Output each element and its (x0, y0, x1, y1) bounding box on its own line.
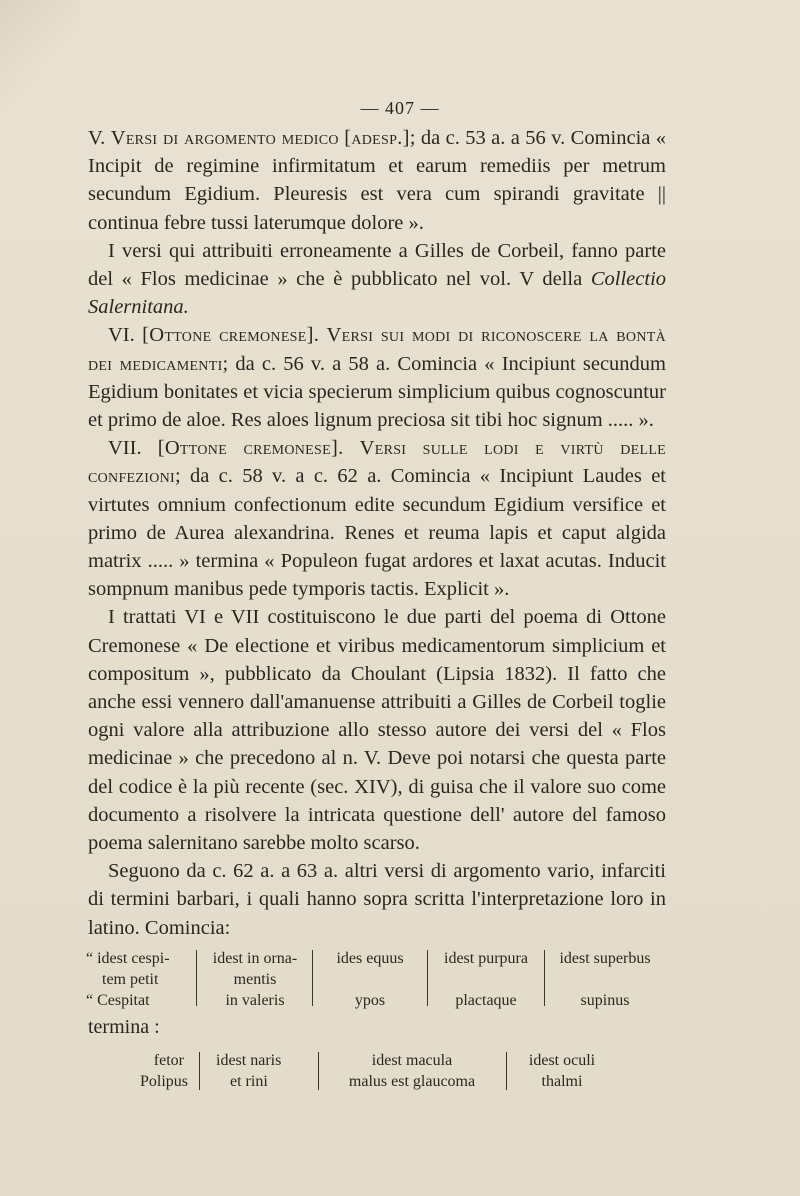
section-vii-rest: ; da c. 58 v. a c. 62 a. Comincia « Incipiunt Laudes et virtutes omnium confectionum edite secundum Egidium versifice et primo de Aurea alexandrina. Renes et reuma lapis et caput algida matrix ..... » termina « Populeon fugat ardores et laxat acutas. Inducit sompnum manibus pede tymporis tactis. Explicit ». (88, 465, 666, 601)
table2-col3 (322, 1050, 502, 1092)
table2-col4-line2: thalmi (541, 1073, 583, 1090)
table2-col1 (116, 1050, 192, 1092)
table1-col3 (316, 948, 424, 1011)
section-vii-number: VII. (108, 437, 142, 460)
section-vii-bracket: [Ottone cremonese]. (157, 437, 344, 460)
section-v-bracket: [adesp.] (344, 127, 410, 149)
section-vi-number: VI. (108, 324, 135, 347)
table2-col3-line1: idest macula (371, 1052, 453, 1069)
table1-col5-top: idest superbus (559, 950, 651, 967)
table1-col4 (430, 948, 542, 1011)
table2-col1-line2: Polipus (139, 1073, 188, 1090)
note-text: I versi qui attribuiti erroneamente a Gilles de Corbeil, fanno parte del « Flos medicinae » che è pubblicato nel vol. V della (88, 239, 666, 291)
section-vi-bracket: [Ottone cremonese]. (142, 324, 320, 347)
table1-col4-top: idest purpura (444, 950, 528, 967)
table1-col3-top: ides equus (336, 950, 404, 967)
section-v-title: Versi di argomento medico (110, 127, 339, 149)
table2-divider-2 (318, 1052, 319, 1090)
table2-col3-line2: malus est glaucoma (348, 1073, 476, 1090)
paragraph-seguono: Seguono da c. 62 a. a 63 a. altri versi di argomento vario, infarciti di termini barbari, i quali hanno sopra scritta l'interpretazione loro in latino. Comincia: (88, 860, 666, 939)
table2-col4-line1: idest oculi (528, 1052, 596, 1069)
section-vii-title: Versi sulle lodi e virtù delle confezioni (88, 437, 667, 488)
table1-col1-line1: “ idest cespi- (86, 950, 170, 967)
table1-divider-3 (427, 950, 428, 1006)
section-vi-title: Versi sui modi di riconoscere la bontà dei medicamenti (88, 324, 667, 375)
table1-col1 (78, 948, 194, 1011)
table1-divider-4 (544, 950, 545, 1006)
table1-divider-2 (312, 950, 313, 1006)
table2-col2 (204, 1050, 314, 1092)
table2-divider-1 (199, 1052, 200, 1090)
paragraph-vi (88, 321, 666, 434)
table1-col3-bottom: ypos (354, 992, 386, 1009)
table2-col2-line2: et rini (230, 1073, 268, 1090)
section-v-rest: ; da c. 53 a. a 56 v. Comincia « Incipit de regimine infirmitatum et earum remediis per metrum secundum Egidium. Pleuresis est vera cum spirandi gravitate || continua febre tussi laterumque dolore ». (88, 127, 667, 234)
table1-col4-bottom: plactaque (455, 992, 517, 1009)
table1-col1-line3: “ Cespitat (86, 992, 150, 1009)
body-text (88, 124, 666, 942)
table1-col2-line2: mentis (233, 971, 277, 988)
section-vi-rest: ; da c. 56 v. a 58 a. Comincia « Incipiunt secundum Egidium bonitates et vicia specierum simplicium quibus cognoscuntur et primo de aloe. Res aloes lignum preciosa sit tibi hoc signum ..... ». (88, 352, 666, 432)
paragraph-v (88, 124, 666, 237)
table2-divider-3 (506, 1052, 507, 1090)
table1-divider-1 (196, 950, 197, 1006)
page-number: — 407 — (360, 98, 440, 118)
table2-col2-line1: idest naris (216, 1052, 282, 1069)
table2-col4 (510, 1050, 614, 1092)
table2-col1-line1: fetor (153, 1052, 184, 1069)
paragraph-vii (88, 434, 666, 603)
table1-col2-line3: in valeris (225, 992, 285, 1009)
table1-col2-line1: idest in orna- (212, 950, 298, 967)
table1-col5 (546, 948, 664, 1011)
table1-col2 (200, 948, 310, 1011)
note-italic-title: Collectio Salernitana. (88, 268, 667, 319)
table1-col5-bottom: supinus (580, 992, 630, 1009)
termina-label: termina : (88, 1016, 160, 1038)
section-v-number: V. (88, 127, 106, 149)
table1-col1-line2: tem petit (102, 971, 159, 988)
paragraph-trattati: I trattati VI e VII costituiscono le due parti del poema di Ottone Cremonese « De electione et viribus medicamentorum simplicium et compositum », pubblicato da Choulant (Lipsia 1832). Il fatto che anche essi vennero dall'amanuense attribuiti a Gilles de Corbeil toglie ogni valore alla attribuzione allo stesso autore dei versi del « Flos medicinae » che precedono al n. V. Deve poi notarsi che questa parte del codice è la più recente (sec. XIV), di guisa che il valore suo come documento a risolvere la intricata questione dell' autore del famoso poema salernitano sarebbe molto scarso. (88, 606, 666, 855)
paragraph-v-note (88, 237, 666, 322)
